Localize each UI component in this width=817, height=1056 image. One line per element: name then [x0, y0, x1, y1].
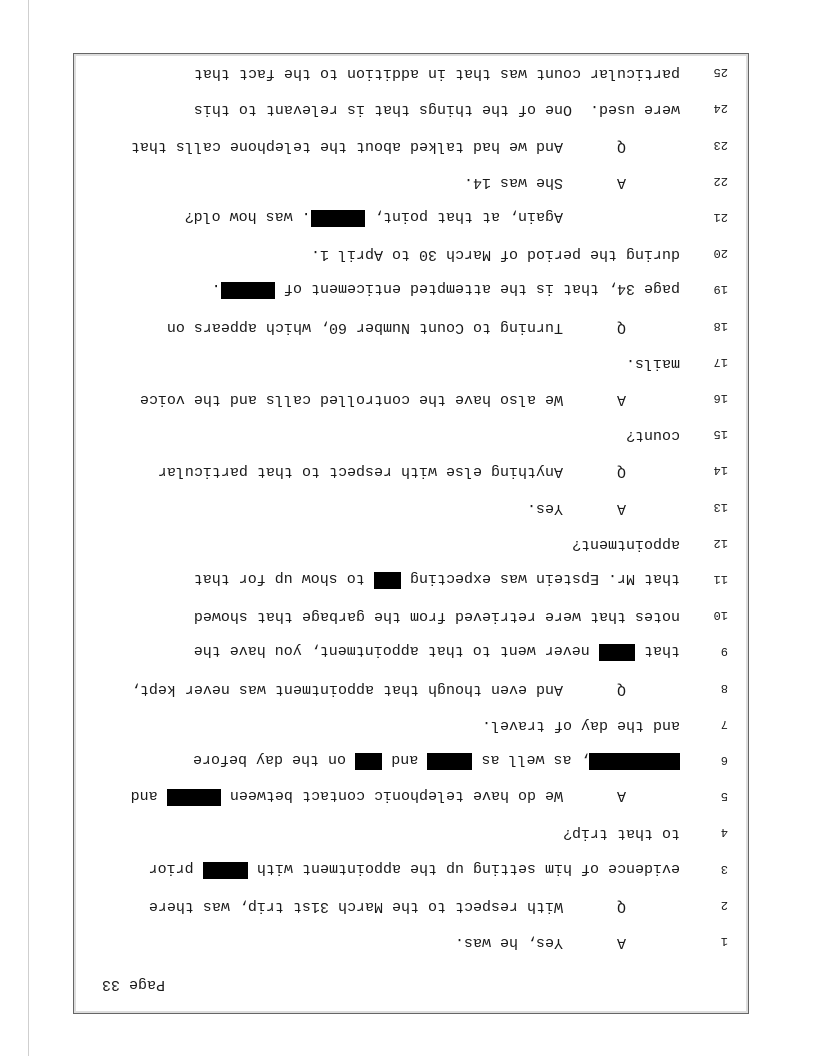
line-text	[626, 427, 680, 444]
redaction-block	[599, 644, 635, 661]
line-number: 17	[713, 354, 728, 369]
transcript-line	[74, 241, 748, 263]
line-text-segment: count?	[625, 427, 680, 445]
transcript-line	[74, 748, 748, 770]
line-text-segment: and	[130, 787, 167, 805]
line-number: 9	[720, 644, 728, 659]
line-text	[194, 101, 680, 118]
transcript-line	[74, 929, 748, 951]
line-text-segment: A Yes, he was.	[454, 934, 680, 951]
page-number-label: Page 33	[102, 976, 166, 993]
line-text-segment: that	[634, 642, 680, 660]
line-text-segment: . was how old?	[184, 208, 311, 225]
line-number: 15	[713, 427, 728, 442]
line-number: 7	[720, 716, 728, 731]
line-text	[131, 787, 680, 806]
line-text	[626, 355, 680, 372]
line-number: 14	[713, 463, 728, 478]
line-text-segment: to that trip?	[562, 825, 680, 843]
line-text-segment: and the day of travel.	[481, 716, 680, 734]
line-text	[563, 825, 680, 842]
line-text-segment: Q And even though that appointment was never kept,	[130, 680, 680, 698]
line-number: 12	[713, 535, 728, 550]
line-text	[455, 934, 680, 951]
transcript-line	[74, 133, 748, 155]
transcript-line	[74, 277, 748, 299]
transcript-line	[74, 495, 748, 517]
line-text-segment: on the day before	[193, 751, 356, 768]
line-text-segment: A We also have the controlled calls and the voice	[139, 391, 680, 408]
transcript-line	[74, 531, 748, 553]
transcript-line	[74, 96, 748, 118]
line-number: 16	[713, 391, 728, 405]
line-text-segment: A She was 14.	[463, 173, 680, 191]
line-number: 21	[713, 210, 728, 224]
transcript-line	[74, 567, 748, 589]
line-number: 18	[713, 318, 728, 333]
redaction-block	[355, 753, 382, 770]
redaction-block	[427, 753, 472, 770]
line-number: 13	[713, 499, 728, 514]
line-number: 2	[720, 897, 728, 912]
transcript-line	[74, 422, 748, 444]
line-text	[194, 570, 680, 589]
line-text-segment: never went to that appointment, you have the	[193, 642, 599, 660]
transcript-line	[74, 784, 748, 806]
line-text	[212, 280, 680, 299]
line-number: 20	[713, 246, 728, 261]
line-text-segment: Q And we had talked about the telephone calls that	[130, 137, 680, 155]
transcript-line	[74, 820, 748, 842]
transcript-line	[74, 386, 748, 408]
line-text-segment: and	[382, 751, 428, 768]
line-text	[464, 174, 680, 191]
line-number: 23	[713, 137, 728, 152]
transcript-line	[74, 458, 748, 480]
line-text	[194, 642, 680, 661]
line-number: 8	[720, 680, 728, 695]
transcript-line	[74, 169, 748, 191]
line-text-segment: page 34, that is the attempted enticement of	[274, 280, 680, 298]
line-text	[482, 717, 680, 734]
line-text	[149, 898, 680, 915]
line-text-segment: particular count was that in addition to the fact that	[193, 65, 680, 83]
transcript-line	[74, 205, 748, 227]
line-text	[131, 681, 680, 698]
transcript-line	[74, 712, 748, 734]
line-text	[185, 208, 680, 227]
redaction-block	[203, 862, 248, 879]
line-text-segment: Q Turning to Count Number 60, which appears on	[166, 318, 680, 336]
line-text	[167, 319, 680, 336]
transcript-line	[74, 603, 748, 625]
page-frame	[73, 53, 749, 1014]
transcript-line	[74, 893, 748, 915]
line-number: 25	[713, 65, 728, 80]
line-text-segment: Q Anything else with respect to that particular	[157, 463, 680, 481]
line-number: 4	[720, 825, 728, 840]
line-number: 11	[713, 572, 728, 586]
transcript-line	[74, 60, 748, 82]
line-text-segment: that Mr. Epstein was expecting	[400, 570, 680, 587]
line-number: 5	[720, 789, 728, 804]
line-text	[149, 860, 680, 879]
line-text	[527, 500, 680, 517]
line-number: 24	[713, 101, 728, 116]
line-text-segment: were used. One of the things that is relevant to this	[193, 101, 680, 119]
line-text-segment: appointment?	[571, 535, 680, 553]
line-text	[311, 246, 680, 263]
redaction-block	[311, 210, 365, 227]
line-text-segment: to show up for that	[193, 570, 374, 587]
transcript-line	[74, 857, 748, 879]
redaction-block	[590, 753, 681, 770]
line-number: 6	[720, 753, 728, 767]
line-text	[194, 65, 680, 82]
line-text	[131, 138, 680, 155]
transcript-line	[74, 676, 748, 698]
line-text	[158, 463, 680, 480]
line-number: 10	[713, 608, 728, 623]
line-number: 1	[720, 934, 728, 948]
line-text	[572, 536, 680, 553]
transcript-line	[74, 314, 748, 336]
line-text-segment: A We do have telephonic contact between	[220, 787, 680, 805]
line-text	[193, 751, 680, 770]
line-text-segment: , as well as	[472, 751, 590, 768]
line-text	[140, 391, 680, 408]
line-text-segment: evidence of him setting up the appointment with	[247, 859, 680, 877]
transcript-line	[74, 639, 748, 661]
line-text-segment: during the period of March 30 to April 1.	[310, 246, 680, 264]
line-number: 3	[720, 861, 728, 876]
transcript-line	[74, 350, 748, 372]
line-text-segment: .	[211, 280, 221, 298]
line-text-segment: Q With respect to the March 31st trip, was there	[148, 897, 680, 915]
redaction-block	[374, 572, 401, 589]
redaction-block	[167, 789, 221, 806]
line-number: 22	[713, 173, 728, 188]
line-text-segment: prior	[148, 859, 203, 877]
line-text-segment: notes that were retrieved from the garbage that showed	[193, 608, 680, 626]
line-text-segment: A Yes.	[526, 499, 680, 517]
line-text-segment: Again, at that point,	[364, 208, 680, 225]
line-text	[194, 608, 680, 625]
redaction-block	[221, 282, 275, 299]
line-number: 19	[713, 282, 728, 297]
line-text-segment: mails.	[625, 354, 680, 372]
